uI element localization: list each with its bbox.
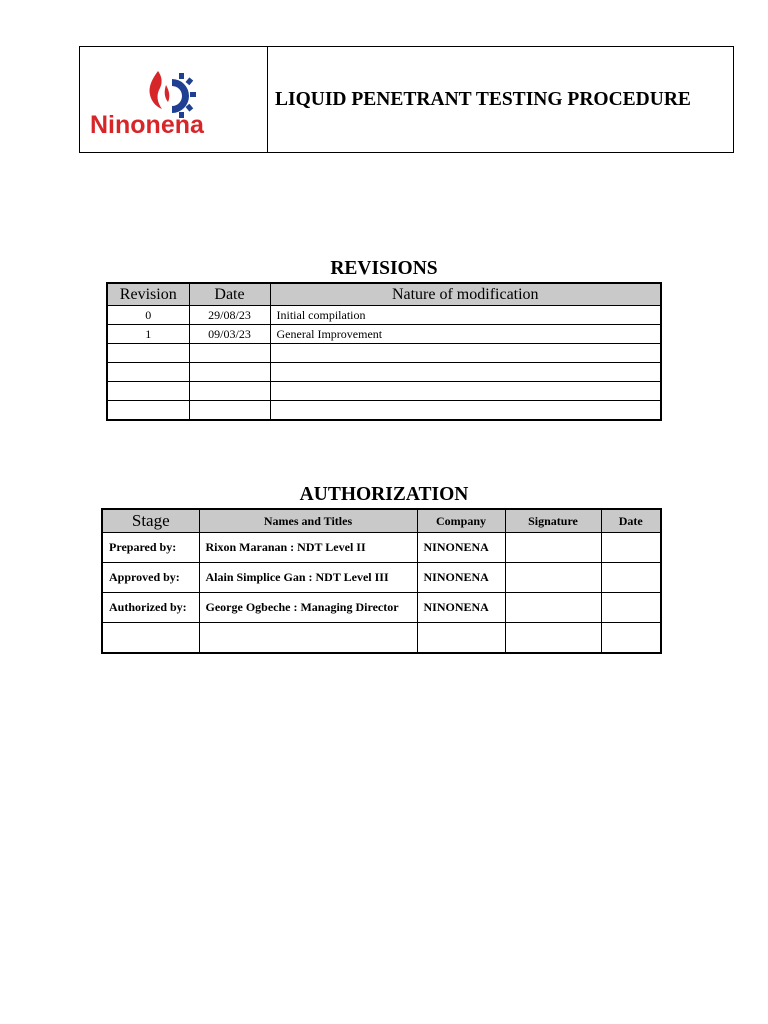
table-row (107, 344, 661, 363)
column-header: Stage (102, 509, 199, 533)
table-cell: Initial compilation (270, 306, 661, 325)
signature-cell (505, 563, 601, 593)
table-cell (270, 344, 661, 363)
table-row (107, 382, 661, 401)
logo-cell (80, 47, 268, 152)
table-cell (189, 401, 270, 421)
table-cell (601, 623, 661, 654)
table-row (107, 401, 661, 421)
column-header: Date (189, 283, 270, 306)
table-cell: Prepared by: (102, 533, 199, 563)
table-cell (107, 401, 189, 421)
table-row (102, 623, 661, 654)
table-cell (189, 344, 270, 363)
table-row (102, 533, 661, 563)
revisions-table (106, 282, 662, 421)
authorization-header-row (102, 509, 661, 533)
column-header: Date (601, 509, 661, 533)
table-cell (601, 533, 661, 563)
table-cell: General Improvement (270, 325, 661, 344)
table-cell: Approved by: (102, 563, 199, 593)
table-cell (417, 623, 505, 654)
table-cell (107, 344, 189, 363)
table-cell: NINONENA (417, 593, 505, 623)
signature-cell (505, 533, 601, 563)
ninonena-logo (80, 47, 266, 152)
signature-cell (505, 593, 601, 623)
table-row (107, 325, 661, 344)
table-cell: George Ogbeche : Managing Director (199, 593, 417, 623)
table-cell: Authorized by: (102, 593, 199, 623)
table-cell (107, 382, 189, 401)
signature-cell (505, 623, 601, 654)
table-cell: 0 (107, 306, 189, 325)
table-cell (199, 623, 417, 654)
column-header: Revision (107, 283, 189, 306)
table-row (107, 306, 661, 325)
document-title: LIQUID PENETRANT TESTING PROCEDURE (275, 88, 691, 110)
column-header: Nature of modification (270, 283, 661, 306)
table-cell (189, 382, 270, 401)
table-cell: 09/03/23 (189, 325, 270, 344)
table-cell: NINONENA (417, 533, 505, 563)
table-row (102, 563, 661, 593)
table-cell (601, 593, 661, 623)
document-header (79, 46, 734, 153)
authorization-title: AUTHORIZATION (299, 484, 469, 505)
revisions-header-row (107, 283, 661, 306)
table-cell (102, 623, 199, 654)
table-cell: 29/08/23 (189, 306, 270, 325)
revisions-title: REVISIONS (330, 258, 438, 279)
table-cell (189, 363, 270, 382)
table-cell: Alain Simplice Gan : NDT Level III (199, 563, 417, 593)
logo-text: Ninonena (90, 111, 204, 139)
column-header: Names and Titles (199, 509, 417, 533)
table-cell (107, 363, 189, 382)
table-cell (601, 563, 661, 593)
table-cell (270, 401, 661, 421)
table-cell (270, 382, 661, 401)
table-cell: 1 (107, 325, 189, 344)
table-row (102, 593, 661, 623)
table-cell: NINONENA (417, 563, 505, 593)
column-header: Company (417, 509, 505, 533)
table-cell: Rixon Maranan : NDT Level II (199, 533, 417, 563)
table-row (107, 363, 661, 382)
authorization-table (101, 508, 662, 654)
column-header: Signature (505, 509, 601, 533)
table-cell (270, 363, 661, 382)
